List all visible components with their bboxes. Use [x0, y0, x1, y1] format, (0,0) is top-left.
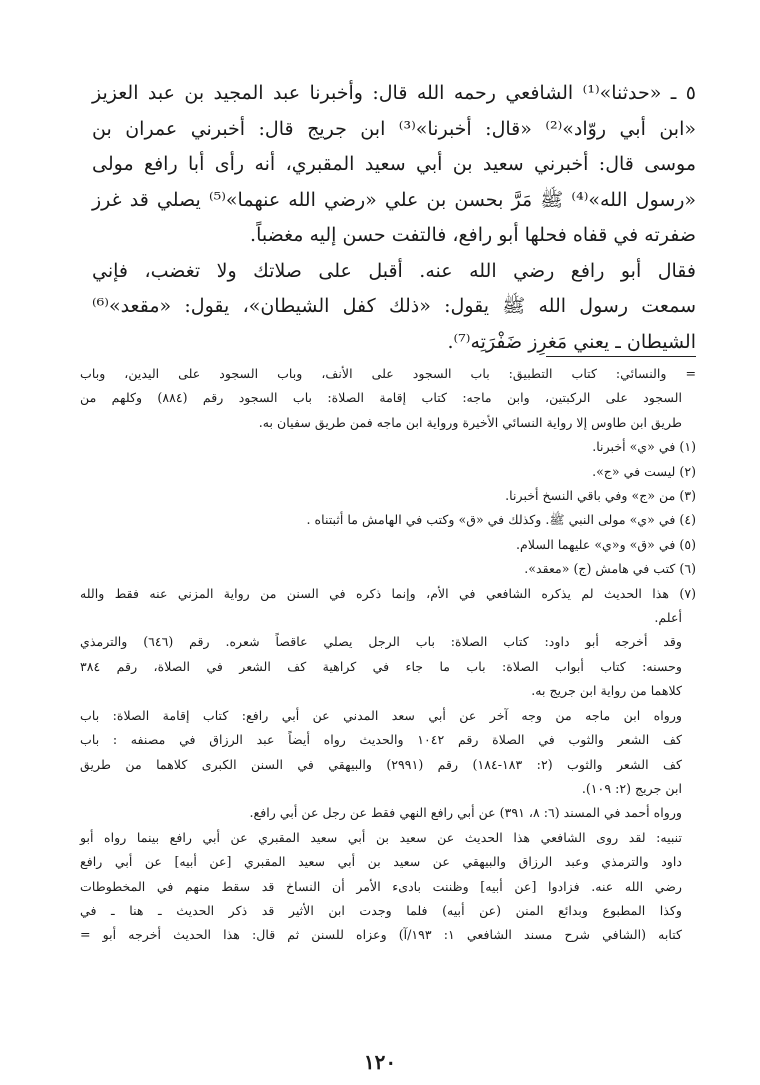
page-number: ١٢٠	[363, 1050, 397, 1074]
footnote-line: ابن جريج (٢: ١٠٩).	[581, 780, 682, 796]
footnote-line: (٢) ليست في «ج».	[592, 463, 696, 479]
hadith-text	[92, 76, 696, 360]
main-line: موسى قال: أخبرني سعيد بن أبي سعيد المقبري، أنه رأى أبا رافع مولى	[92, 153, 696, 175]
footnote-line: وحسنه: كتاب أبواب الصلاة: باب ما جاء في كراهية كف الشعر في الصلاة، رقم ٣٨٤	[80, 658, 682, 674]
footnote-line: (١) في «ي» أخبرنا.	[592, 439, 696, 455]
main-line: ٥ ـ «حدثنا»⁽¹⁾ الشافعي رحمه الله قال: وأخبرنا عبد المجيد بن عبد العزيز	[92, 82, 697, 104]
footnote-line: طريق ابن طاوس إلا رواية النسائي الأخيرة ورواية ابن ماجه فمن طريق سفيان به.	[258, 414, 682, 430]
footnote-line: (٣) من «ج» وفي باقي النسخ أخبرنا.	[505, 488, 696, 504]
footnote-line: ورواه أحمد في المسند (٦: ٨، ٣٩١) عن أبي رافع النهي فقط عن رجل عن أبي رافع.	[249, 805, 682, 821]
main-line: ضفرته في قفاه فحلها أبو رافع، فالتفت حسن إليه مغضباً.	[250, 224, 696, 246]
main-line: الشيطان ـ يعني مَغرِز ضَفْرَتِه⁽⁷⁾.	[447, 330, 696, 353]
footnote-line: رضي الله عنه. فزادوا [عن أبيه] وظننت بادىء الأمر أن النساخ قد سقط منهم في المخطوطات	[80, 878, 682, 894]
footnote-line: كلاهما من رواية ابن جريج به.	[531, 683, 682, 699]
footnote-separator	[546, 356, 696, 357]
footnote-line: كف الشعر والثوب في الصلاة رقم ١٠٤٢ والحديث رواه أيضاً عبد الرزاق في مصنفه : باب	[80, 732, 682, 748]
footnote-line: أعلم.	[654, 610, 682, 626]
footnote-line: وقد أخرجه أبو داود: كتاب الصلاة: باب الرجل يصلي عاقصاً شعره. رقم (٦٤٦) والترمذي	[80, 634, 683, 650]
footnote-line: (٦) كتب في هامش (ج) «معقد».	[524, 561, 696, 577]
footnote-line: وكذا المطبوع وبدائع المنن (عن أبيه) فلما وجدت ابن الأثير قد ذكر الحديث ـ هنا ـ في	[80, 902, 682, 918]
main-line: فقال أبو رافع رضي الله عنه. أقبل على صلاتك ولا تغضب، فإني	[92, 259, 696, 282]
footnote-line: تنبيه: لقد روى الشافعي هذا الحديث عن سعيد بن أبي سعيد المقبري عن أبي رافع بينما رواه أبو	[80, 829, 682, 845]
main-line: «رسول الله»⁽⁴⁾ ﷺ مَرَّ بحسن بن علي «رضي الله عنهما»⁽⁵⁾ يصلي قد غرز	[92, 188, 697, 211]
main-line: سمعت رسول الله ﷺ يقول: «ذلك كفل الشيطان»، يقول: «مقعد»⁽⁶⁾	[92, 295, 696, 317]
footnote-line: داود والترمذي وعبد الرزاق والبيهقي عن سعيد بن أبي سعيد المقبري [عن أبيه] عن أبي رافع	[80, 854, 682, 870]
footnote-line: (٧) هذا الحديث لم يذكره الشافعي في الأم، وإنما ذكره في السنن من رواية المزني عنه فقط والله	[80, 585, 696, 601]
footnote-line: ورواه ابن ماجه من وجه آخر عن أبي سعد المدني عن أبي رافع: كتاب إقامة الصلاة: باب	[80, 707, 682, 723]
footnote-line: كف الشعر والثوب (٢: ١٨٣-١٨٤) رقم (٢٩٩١) والبيهقي في السنن الكبرى كلاهما من طريق	[80, 756, 682, 772]
footnote-line: السجود على الركبتين، وابن ماجه: كتاب إقامة الصلاة: باب السجود رقم (٨٨٤) وكلهم من	[80, 390, 682, 406]
footnotes	[80, 362, 696, 948]
footnote-line: (٥) في «ق» و«ي» عليهما السلام.	[516, 536, 696, 552]
footnote-line: (٤) في «ي» مولى النبي ﷺ. وكذلك في «ق» وكتب في الهامش ما أثبتناه .	[306, 512, 696, 528]
main-line: «ابن أبي روّاد»⁽²⁾ «قال: أخبرنا»⁽³⁾ ابن جريج قال: أخبرني عمران بن	[92, 117, 696, 140]
footnote-line: كتابه (الشافي شرح مسند الشافعي ١: ١٩٣/آ) وعزاه للسنن ثم قال: هذا الحديث أخرجه أبو =	[80, 927, 682, 943]
footnote-line: = والنسائي: كتاب التطبيق: باب السجود على الأنف، وباب السجود على اليدين، وباب	[80, 366, 696, 381]
